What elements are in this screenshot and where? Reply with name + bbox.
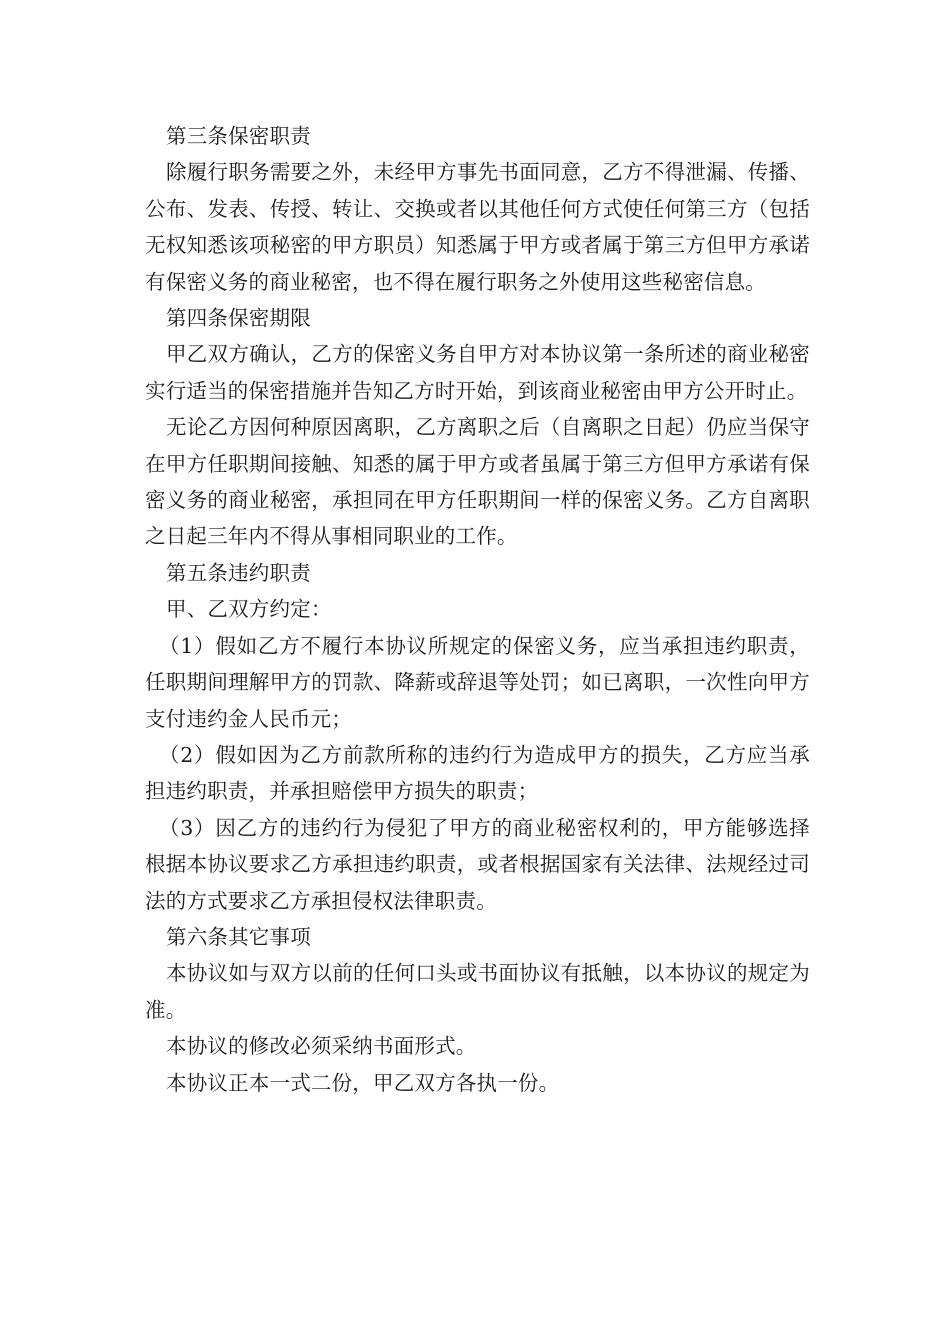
article-paragraph: 甲、乙双方约定： bbox=[166, 597, 332, 622]
article-heading: 第五条违约职责 bbox=[166, 560, 311, 585]
article-list-item: （2）假如因为乙方前款所称的违约行为造成甲方的损失，乙方应当承担违约职责，并承担赔偿甲方损失的职责； bbox=[145, 742, 810, 804]
article-list-item: （3）因乙方的违约行为侵犯了甲方的商业秘密权利的，甲方能够选择根据本协议要求乙方承担违约职责，或者根据国家有关法律、法规经过司法的方式要求乙方承担侵权法律职责。 bbox=[145, 815, 810, 913]
article-paragraph: 除履行职务需要之外，未经甲方事先书面同意，乙方不得泄漏、传播、公布、发表、传授、转让、交换或者以其他任何方式使任何第三方（包括无权知悉该项秘密的甲方职员）知悉属于甲方或者属于第三方但甲方承诺有保密义务的商业秘密，也不得在履行职务之外使用这些秘密信息。 bbox=[145, 160, 810, 294]
document-body bbox=[145, 118, 810, 1101]
article-heading: 第六条其它事项 bbox=[166, 924, 311, 949]
article-paragraph: 本协议的修改必须采纳书面形式。 bbox=[166, 1034, 477, 1059]
article-paragraph: 无论乙方因何种原因离职，乙方离职之后（自离职之日起）仍应当保守在甲方任职期间接触、知悉的属于甲方或者虽属于第三方但甲方承诺有保密义务的商业秘密，承担同在甲方任职期间一样的保密义务。乙方自离职之日起三年内不得从事相同职业的工作。 bbox=[145, 415, 810, 549]
article-list-item: （1）假如乙方不履行本协议所规定的保密义务，应当承担违约职责，任职期间理解甲方的罚款、降薪或辞退等处罚；如已离职，一次性向甲方支付违约金人民币元； bbox=[145, 633, 810, 731]
article-heading: 第三条保密职责 bbox=[166, 124, 311, 148]
article-paragraph: 本协议正本一式二份，甲乙双方各执一份。 bbox=[166, 1070, 560, 1095]
article-heading: 第四条保密期限 bbox=[166, 306, 311, 331]
article-paragraph: 甲乙双方确认，乙方的保密义务自甲方对本协议第一条所述的商业秘密实行适当的保密措施并告知乙方时开始，到该商业秘密由甲方公开时止。 bbox=[145, 342, 810, 403]
article-paragraph: 本协议如与双方以前的任何口头或书面协议有抵触，以本协议的规定为准。 bbox=[145, 961, 810, 1022]
